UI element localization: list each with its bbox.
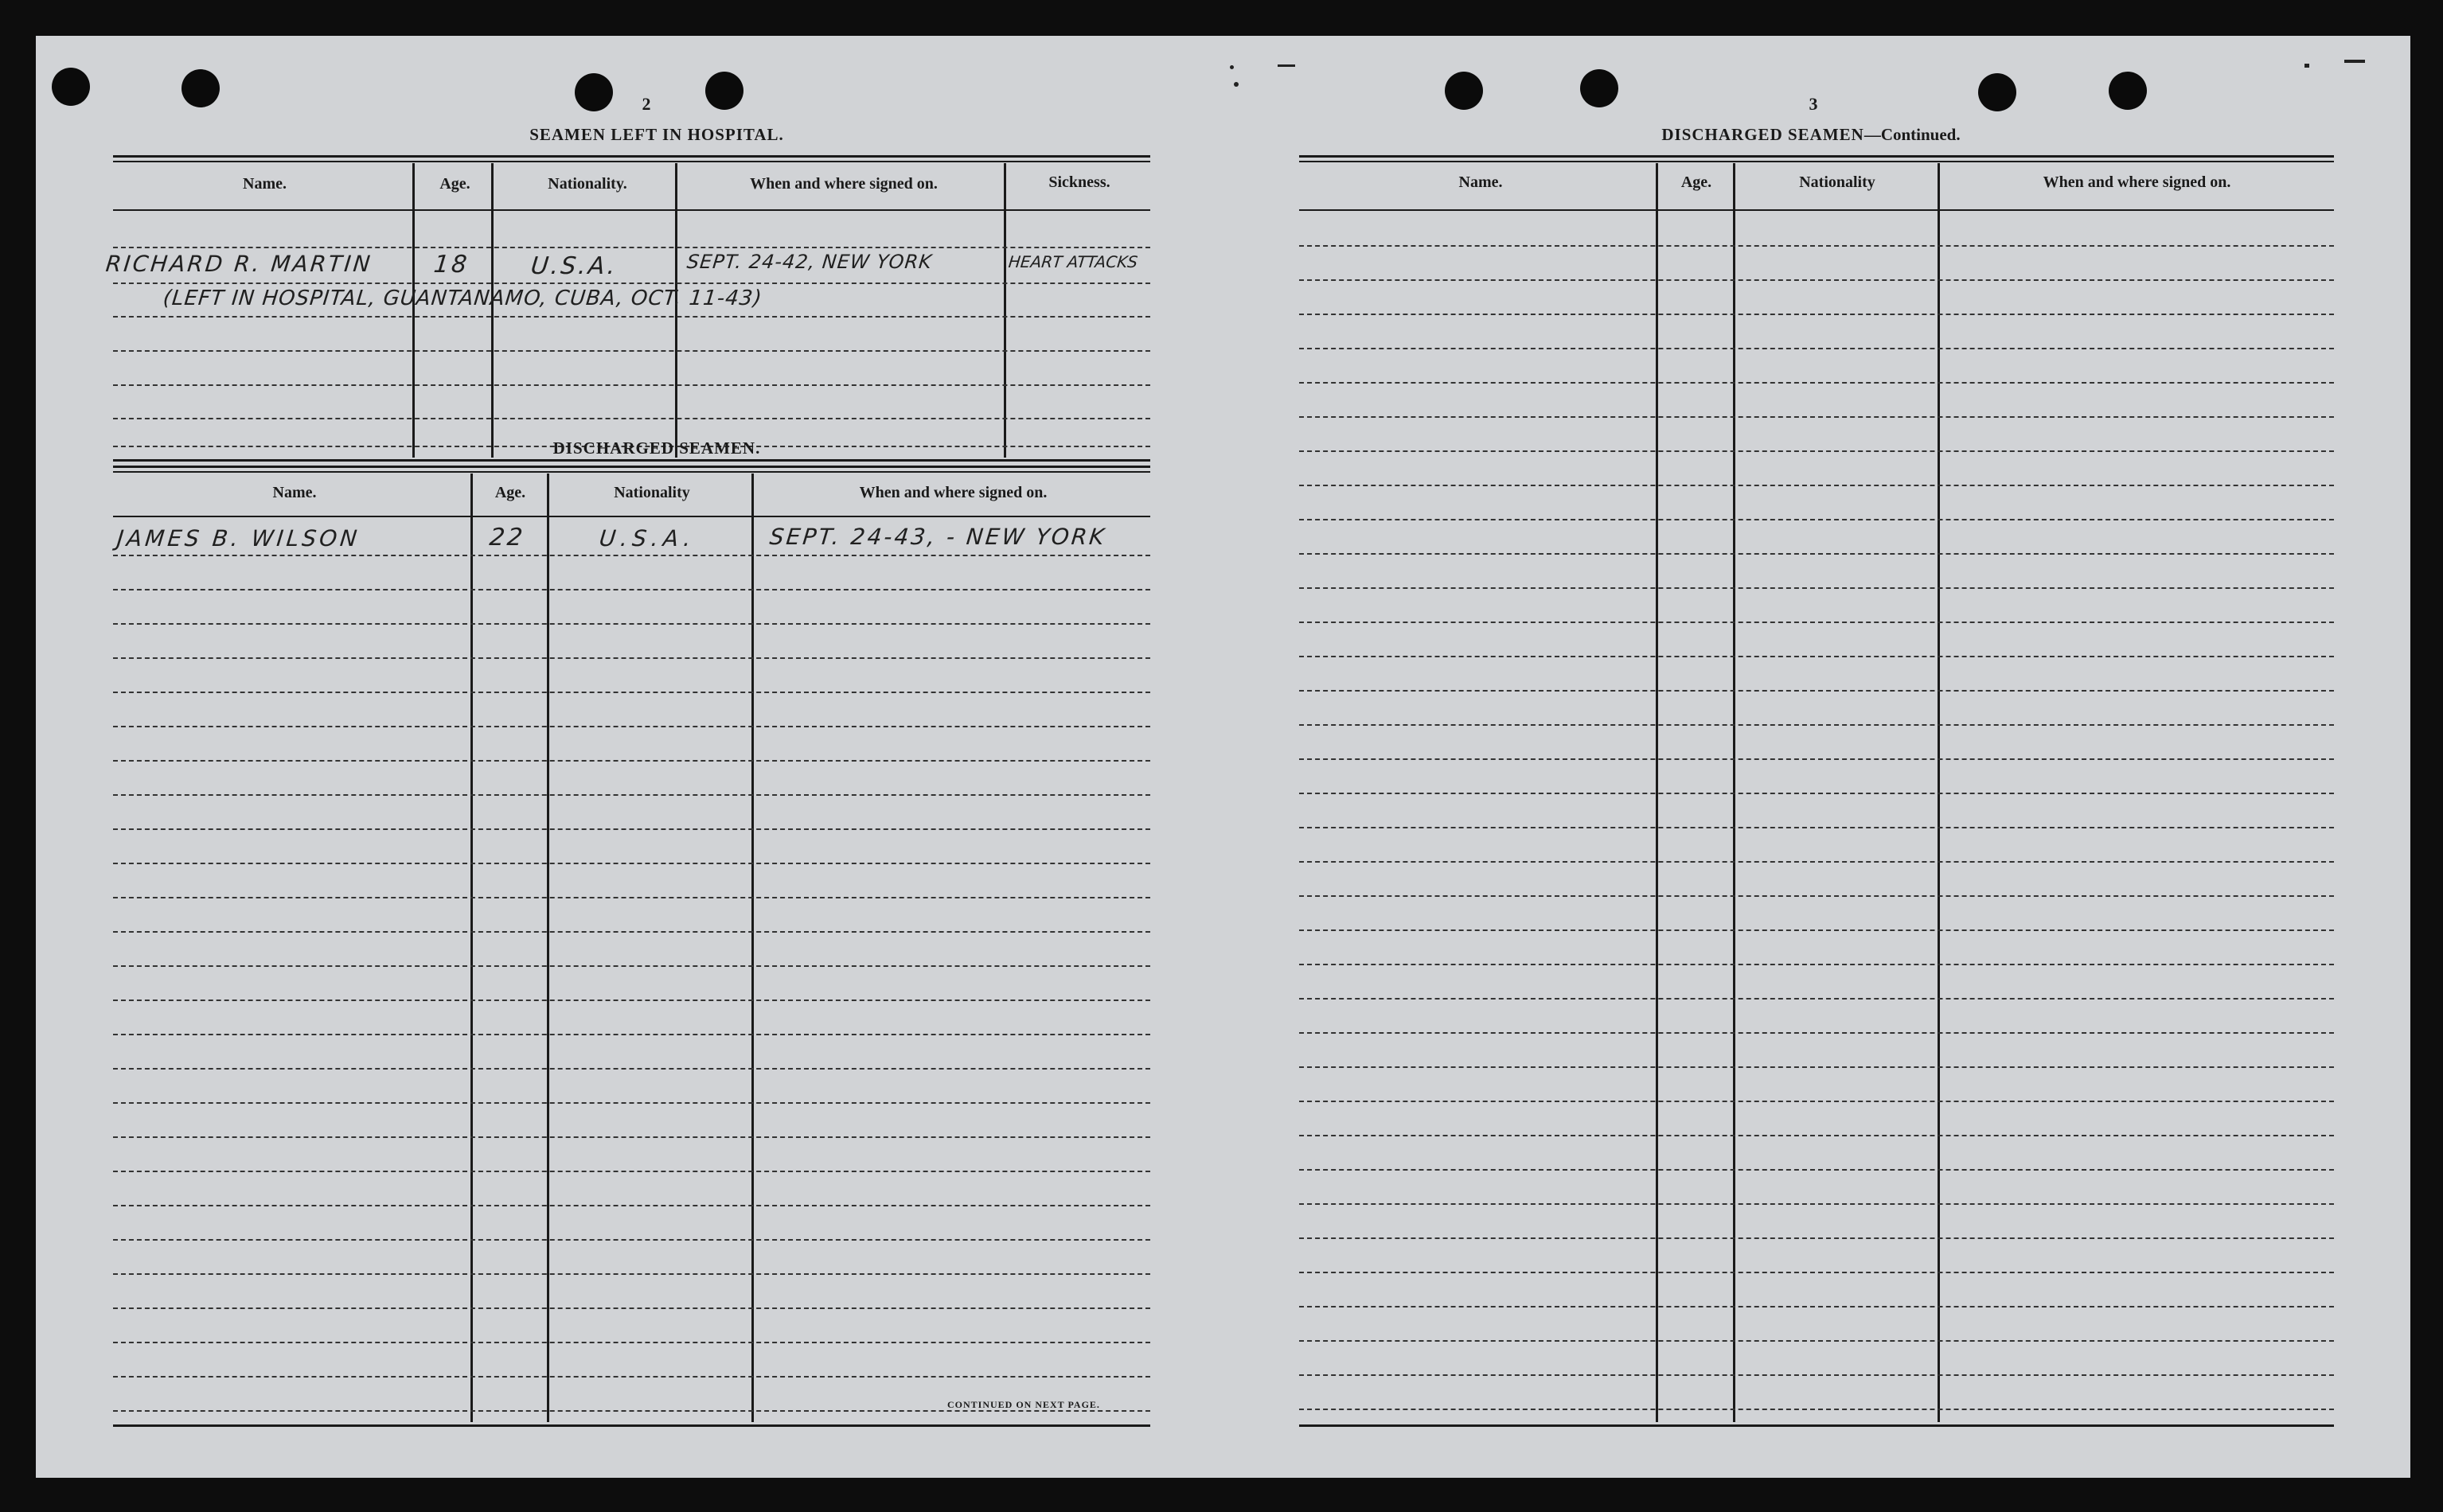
- rule: [1299, 155, 2334, 158]
- dotted-line: [1299, 793, 2334, 794]
- dotted-line: [1299, 1340, 2334, 1342]
- column-divider: [547, 473, 549, 1422]
- column-header-name: Name.: [1458, 173, 1503, 191]
- dotted-line: [113, 1000, 1150, 1001]
- rule: [113, 161, 1150, 162]
- dotted-line: [1299, 1306, 2334, 1307]
- dotted-line: [1299, 348, 2334, 349]
- dotted-line: [1299, 827, 2334, 828]
- column-header-age: Age.: [1680, 173, 1712, 191]
- dotted-line: [113, 589, 1150, 590]
- dotted-line: [1299, 519, 2334, 520]
- rule: [113, 1424, 1150, 1427]
- page-number-right: 3: [1809, 94, 1818, 114]
- discharged-continued-title: [1588, 125, 2034, 145]
- dotted-line: [113, 1273, 1150, 1275]
- speck: [1230, 65, 1234, 69]
- dotted-line: [113, 828, 1150, 830]
- column-header-nationality: Nationality: [1799, 173, 1875, 191]
- dotted-line: [113, 1205, 1150, 1206]
- dotted-line: [113, 1034, 1150, 1035]
- discharged-row-name: JAMES B. WILSON: [115, 525, 361, 551]
- rule: [113, 459, 1150, 462]
- dotted-line: [113, 794, 1150, 796]
- dotted-line: [1299, 1203, 2334, 1205]
- dotted-line: [1299, 1032, 2334, 1034]
- punch-hole: [1580, 69, 1618, 107]
- dotted-line: [1299, 1101, 2334, 1102]
- dotted-line: [1299, 758, 2334, 760]
- punch-hole: [2109, 72, 2147, 110]
- dotted-line: [1299, 1409, 2334, 1410]
- column-divider: [675, 163, 677, 458]
- dotted-line: [1299, 279, 2334, 281]
- rule: [113, 516, 1150, 517]
- dotted-line: [113, 283, 1150, 284]
- dotted-line: [1299, 1169, 2334, 1171]
- ledger-sheet: [36, 36, 2410, 1478]
- dotted-line: [1299, 690, 2334, 692]
- column-header-sickness: Sickness.: [1048, 173, 1110, 191]
- dotted-line: [1299, 861, 2334, 863]
- hospital-row-nationality: U.S.A.: [529, 252, 619, 280]
- dotted-line: [1299, 1272, 2334, 1273]
- column-header-signed-on: When and where signed on.: [859, 484, 1048, 501]
- speck: [1278, 64, 1295, 67]
- column-divider: [470, 473, 473, 1422]
- punch-hole: [575, 73, 613, 111]
- dotted-line: [1299, 1135, 2334, 1136]
- speck: [2304, 64, 2309, 68]
- rule: [1299, 209, 2334, 211]
- column-header-age: Age.: [494, 484, 526, 501]
- rule: [113, 471, 1150, 473]
- dotted-line: [1299, 416, 2334, 418]
- dotted-line: [1299, 450, 2334, 452]
- column-header-nationality: Nationality: [614, 484, 690, 501]
- hospital-row-signed-on: SEPT. 24-42, NEW YORK: [685, 251, 934, 273]
- rule: [113, 155, 1150, 158]
- dotted-line: [1299, 929, 2334, 931]
- dotted-line: [113, 692, 1150, 693]
- punch-hole: [52, 68, 90, 106]
- dotted-line: [113, 247, 1150, 248]
- discharged-section-title: DISCHARGED SEAMEN.: [552, 438, 761, 458]
- dotted-line: [113, 1342, 1150, 1343]
- dotted-line: [1299, 1237, 2334, 1239]
- column-divider: [1004, 163, 1006, 458]
- punch-hole: [181, 69, 220, 107]
- dotted-line: [113, 1068, 1150, 1070]
- rule: [113, 209, 1150, 211]
- column-header-nationality: Nationality.: [548, 175, 627, 193]
- dotted-line: [1299, 998, 2334, 1000]
- dotted-line: [113, 418, 1150, 419]
- column-header-age: Age.: [439, 175, 470, 193]
- dotted-line: [1299, 895, 2334, 897]
- dotted-line: [1299, 964, 2334, 965]
- dotted-line: [1299, 1066, 2334, 1068]
- rule: [113, 466, 1150, 468]
- dotted-line: [113, 350, 1150, 352]
- hospital-row-note: (LEFT IN HOSPITAL, GUANTANAMO, CUBA, OCT. 11-43): [162, 286, 764, 310]
- hospital-row-age: 18: [432, 251, 471, 279]
- dotted-line: [113, 726, 1150, 727]
- dotted-line: [1299, 382, 2334, 384]
- title-continued: —Continued.: [1863, 125, 1961, 144]
- dotted-line: [113, 1171, 1150, 1172]
- discharged-row-age: 22: [488, 524, 527, 551]
- column-divider: [751, 473, 754, 1422]
- dotted-line: [1299, 622, 2334, 623]
- page-number-left: 2: [642, 94, 651, 114]
- continued-note: CONTINUED ON NEXT PAGE.: [947, 1399, 1100, 1410]
- discharged-row-signed-on: SEPT. 24-43, - NEW YORK: [768, 524, 1108, 550]
- dotted-line: [1299, 314, 2334, 315]
- column-header-signed-on: When and where signed on.: [2043, 173, 2231, 191]
- dotted-line: [113, 1376, 1150, 1378]
- dotted-line: [113, 1136, 1150, 1138]
- discharged-row-nationality: U.S.A.: [598, 525, 697, 551]
- dotted-line: [113, 965, 1150, 967]
- hospital-row-name: RICHARD R. MARTIN: [104, 251, 374, 277]
- dotted-line: [113, 1102, 1150, 1104]
- dotted-line: [113, 1307, 1150, 1309]
- dotted-line: [1299, 553, 2334, 555]
- punch-hole: [705, 72, 743, 110]
- dotted-line: [113, 760, 1150, 762]
- hospital-section-title: SEAMEN LEFT IN HOSPITAL.: [529, 125, 784, 144]
- dotted-line: [1299, 656, 2334, 657]
- rule: [1299, 1424, 2334, 1427]
- dotted-line: [113, 931, 1150, 933]
- dotted-line: [113, 555, 1150, 556]
- column-header-signed-on: When and where signed on.: [750, 175, 938, 193]
- dotted-line: [113, 657, 1150, 659]
- dotted-line: [113, 897, 1150, 898]
- dotted-line: [1299, 1374, 2334, 1376]
- hospital-row-sickness: HEART ATTACKS: [1007, 252, 1139, 271]
- title-main: DISCHARGED SEAMEN: [1661, 125, 1864, 144]
- dotted-line: [113, 863, 1150, 864]
- punch-hole: [1445, 72, 1483, 110]
- dotted-line: [113, 623, 1150, 625]
- dotted-line: [1299, 587, 2334, 589]
- column-header-name: Name.: [272, 484, 317, 501]
- dotted-line: [1299, 724, 2334, 726]
- dotted-line: [113, 384, 1150, 386]
- dotted-line: [113, 316, 1150, 318]
- punch-hole: [1978, 73, 2016, 111]
- dotted-line: [1299, 485, 2334, 486]
- speck: [1234, 82, 1239, 87]
- dotted-line: [1299, 245, 2334, 247]
- column-header-name: Name.: [243, 175, 287, 193]
- rule: [1299, 161, 2334, 162]
- column-divider: [491, 163, 494, 458]
- dotted-line: [113, 1239, 1150, 1241]
- column-divider: [412, 163, 415, 458]
- speck: [2344, 60, 2365, 63]
